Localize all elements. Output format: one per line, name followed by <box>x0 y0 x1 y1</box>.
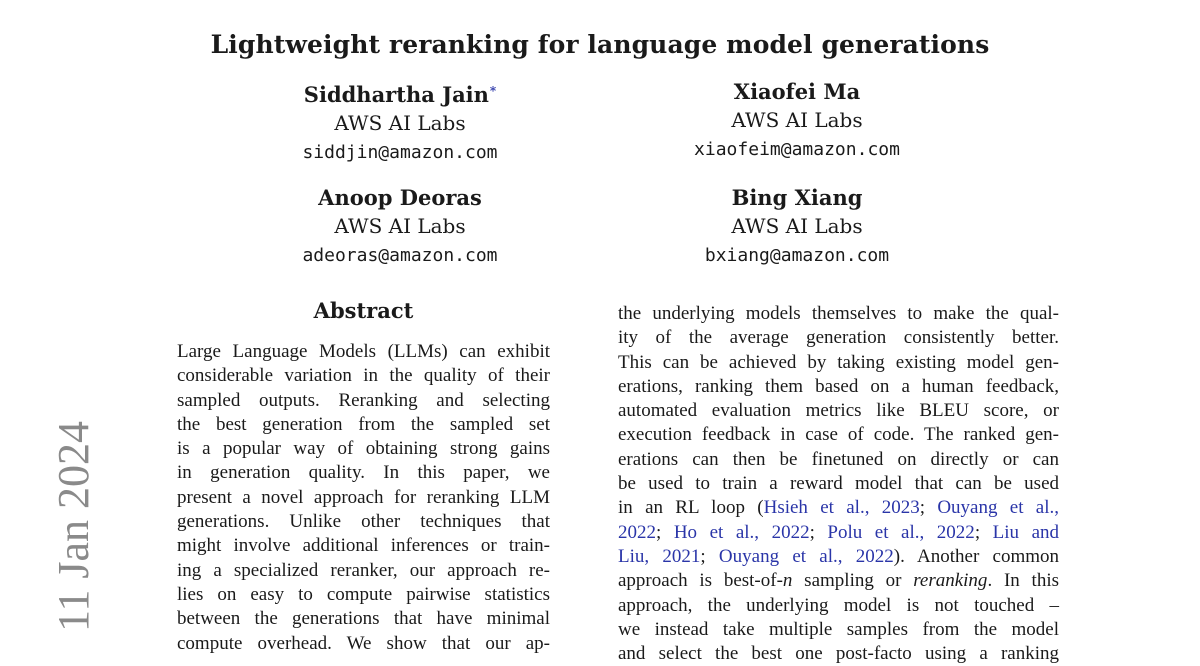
body-line: 2022; Ho et al., 2022; Polu et al., 2022; Liu and <box>618 521 1059 543</box>
abstract-body <box>177 340 550 656</box>
author-name: Siddhartha Jain* <box>303 82 497 107</box>
body-line: execution feedback in case of code. The ranked gen- <box>618 424 1059 446</box>
body-line: and select the best one post-facto using a ranking <box>618 643 1059 665</box>
citation-link[interactable]: Ouyang et al., 2022 <box>718 545 894 567</box>
body-line: we instead take multiple samples from the model <box>618 618 1059 640</box>
body-line: Liu, 2021; Ouyang et al., 2022). Another common <box>618 545 1060 567</box>
abstract-line: present a novel approach for reranking LLM <box>177 486 550 508</box>
citation-link[interactable]: Liu and <box>992 521 1059 543</box>
abstract-line: Large Language Models (LLMs) can exhibit <box>177 341 550 362</box>
abstract-line: compute overhead. We show that our ap- <box>177 632 550 654</box>
abstract-line: sampled outputs. Reranking and selecting <box>177 389 550 411</box>
footnote-mark[interactable]: * <box>489 84 497 98</box>
citation-link[interactable]: 2022 <box>618 521 656 543</box>
author-email: bxiang@amazon.com <box>704 245 890 266</box>
abstract-line: generations. Unlike other techniques that <box>177 511 550 533</box>
author-name: Anoop Deoras <box>318 185 482 210</box>
citation-link[interactable]: Polu et al., 2022 <box>827 521 975 543</box>
citation-link[interactable]: Liu, 2021 <box>618 545 701 567</box>
author-email: siddjin@amazon.com <box>302 142 498 163</box>
author-affiliation: AWS AI Labs <box>334 214 466 238</box>
paper-title: Lightweight reranking for language model generations <box>210 30 990 59</box>
citation-link[interactable]: Ho et al., 2022 <box>673 521 810 543</box>
author-affiliation: AWS AI Labs <box>334 111 466 135</box>
author-affiliation: AWS AI Labs <box>731 214 863 238</box>
intro-body <box>618 302 1059 666</box>
emphasis-term: reranking <box>913 570 988 592</box>
author-block <box>587 77 1007 164</box>
author-block <box>587 183 1007 270</box>
author-name: Xiaofei Ma <box>733 79 861 104</box>
body-line: the underlying models themselves to make the qual- <box>618 303 1059 324</box>
abstract-line: lies on easy to compute pairwise statistics <box>177 583 550 605</box>
author-affiliation: AWS AI Labs <box>731 108 863 132</box>
abstract-heading: Abstract <box>313 298 414 323</box>
abstract-line: the best generation from the sampled set <box>177 413 550 435</box>
author-email: adeoras@amazon.com <box>302 245 498 266</box>
math-n: n <box>782 570 793 592</box>
abstract-line: is a popular way of obtaining strong gains <box>177 438 550 460</box>
citation-link[interactable]: Ouyang et al., <box>937 497 1059 519</box>
author-email: xiaofeim@amazon.com <box>694 139 900 160</box>
author-block <box>190 77 610 167</box>
abstract-line: in generation quality. In this paper, we <box>177 462 550 484</box>
body-line: This can be achieved by taking existing model gen- <box>618 351 1059 373</box>
abstract-line: between the generations that have minimal <box>177 608 550 630</box>
body-line: approach is best-of-n sampling or reranking. In this <box>618 570 1059 592</box>
author-name: Bing Xiang <box>731 185 863 210</box>
body-line: be used to train a reward model that can be used <box>618 473 1059 495</box>
abstract-line: considerable variation in the quality of their <box>177 365 550 387</box>
author-block <box>190 183 610 270</box>
abstract-line: ing a specialized reranker, our approach re- <box>177 559 550 581</box>
body-line: in an RL loop (Hsieh et al., 2023; Ouyang et al., <box>618 497 1059 519</box>
abstract-line: might involve additional inferences or train- <box>177 535 550 557</box>
body-line: ity of the average generation consistently better. <box>618 327 1059 349</box>
body-line: erations can then be finetuned on directly or can <box>618 448 1059 470</box>
citation-link[interactable]: Hsieh et al., 2023 <box>763 497 920 519</box>
body-line: erations, ranking them based on a human feedback, <box>618 375 1059 397</box>
body-line: approach, the underlying model is not touched – <box>618 594 1059 616</box>
arxiv-date-stamp: 11 Jan 2024 <box>49 420 98 632</box>
body-line: automated evaluation metrics like BLEU score, or <box>618 400 1059 422</box>
